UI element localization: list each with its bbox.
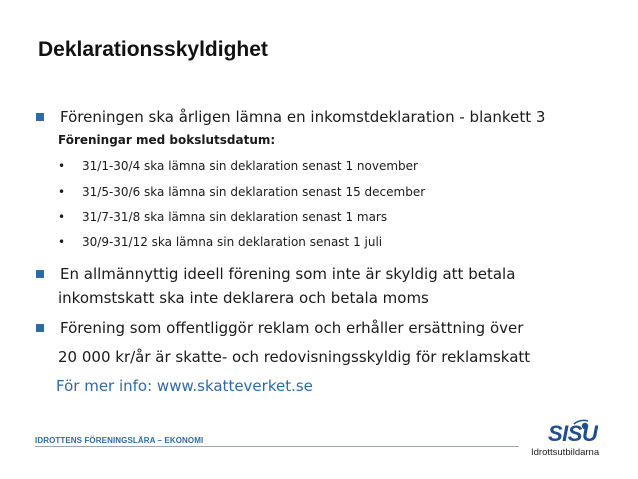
dot-bullet-icon: • [58, 185, 66, 199]
square-bullet-icon [36, 270, 44, 278]
sub-item-1-text: 31/1-30/4 ska lämna sin deklaration senast 1 november [82, 159, 418, 173]
bullet-3-text: Förening som offentliggör reklam och erhåller ersättning över [60, 319, 524, 337]
footer-divider [35, 446, 519, 447]
sub-heading: Föreningar med bokslutsdatum: [58, 133, 276, 147]
square-bullet-icon [36, 113, 44, 121]
sub-item-4-text: 30/9-31/12 ska lämna sin deklaration senast 1 juli [82, 235, 383, 249]
sub-item-2-text: 31/5-30/6 ska lämna sin deklaration senast 15 december [82, 185, 426, 199]
footer-text: IDROTTENS FÖRENINGSLÄRA – EKONOMI [35, 436, 204, 445]
bullet-1-text: Föreningen ska årligen lämna en inkomstdeklaration - blankett 3 [60, 108, 546, 126]
sub-item-3-text: 31/7-31/8 ska lämna sin deklaration senast 1 mars [82, 210, 388, 224]
bullet-2-text: En allmännyttig ideell förening som inte är skyldig att betala [60, 265, 516, 283]
logo-subtitle: Idrottsutbildarna [531, 447, 600, 458]
bullet-3-continuation: 20 000 kr/år är skatte- och redovisningsskyldig för reklamskatt [58, 348, 531, 366]
info-link[interactable]: För mer info: www.skatteverket.se [56, 377, 313, 395]
dot-bullet-icon: • [58, 159, 66, 173]
dot-bullet-icon: • [58, 210, 66, 224]
dot-bullet-icon: • [58, 235, 66, 249]
bullet-2-continuation: inkomstskatt ska inte deklarera och betala moms [58, 289, 429, 307]
slide-title: Deklarationsskyldighet [38, 38, 268, 61]
square-bullet-icon [36, 324, 44, 332]
logo-wordmark: SISU [548, 421, 598, 446]
